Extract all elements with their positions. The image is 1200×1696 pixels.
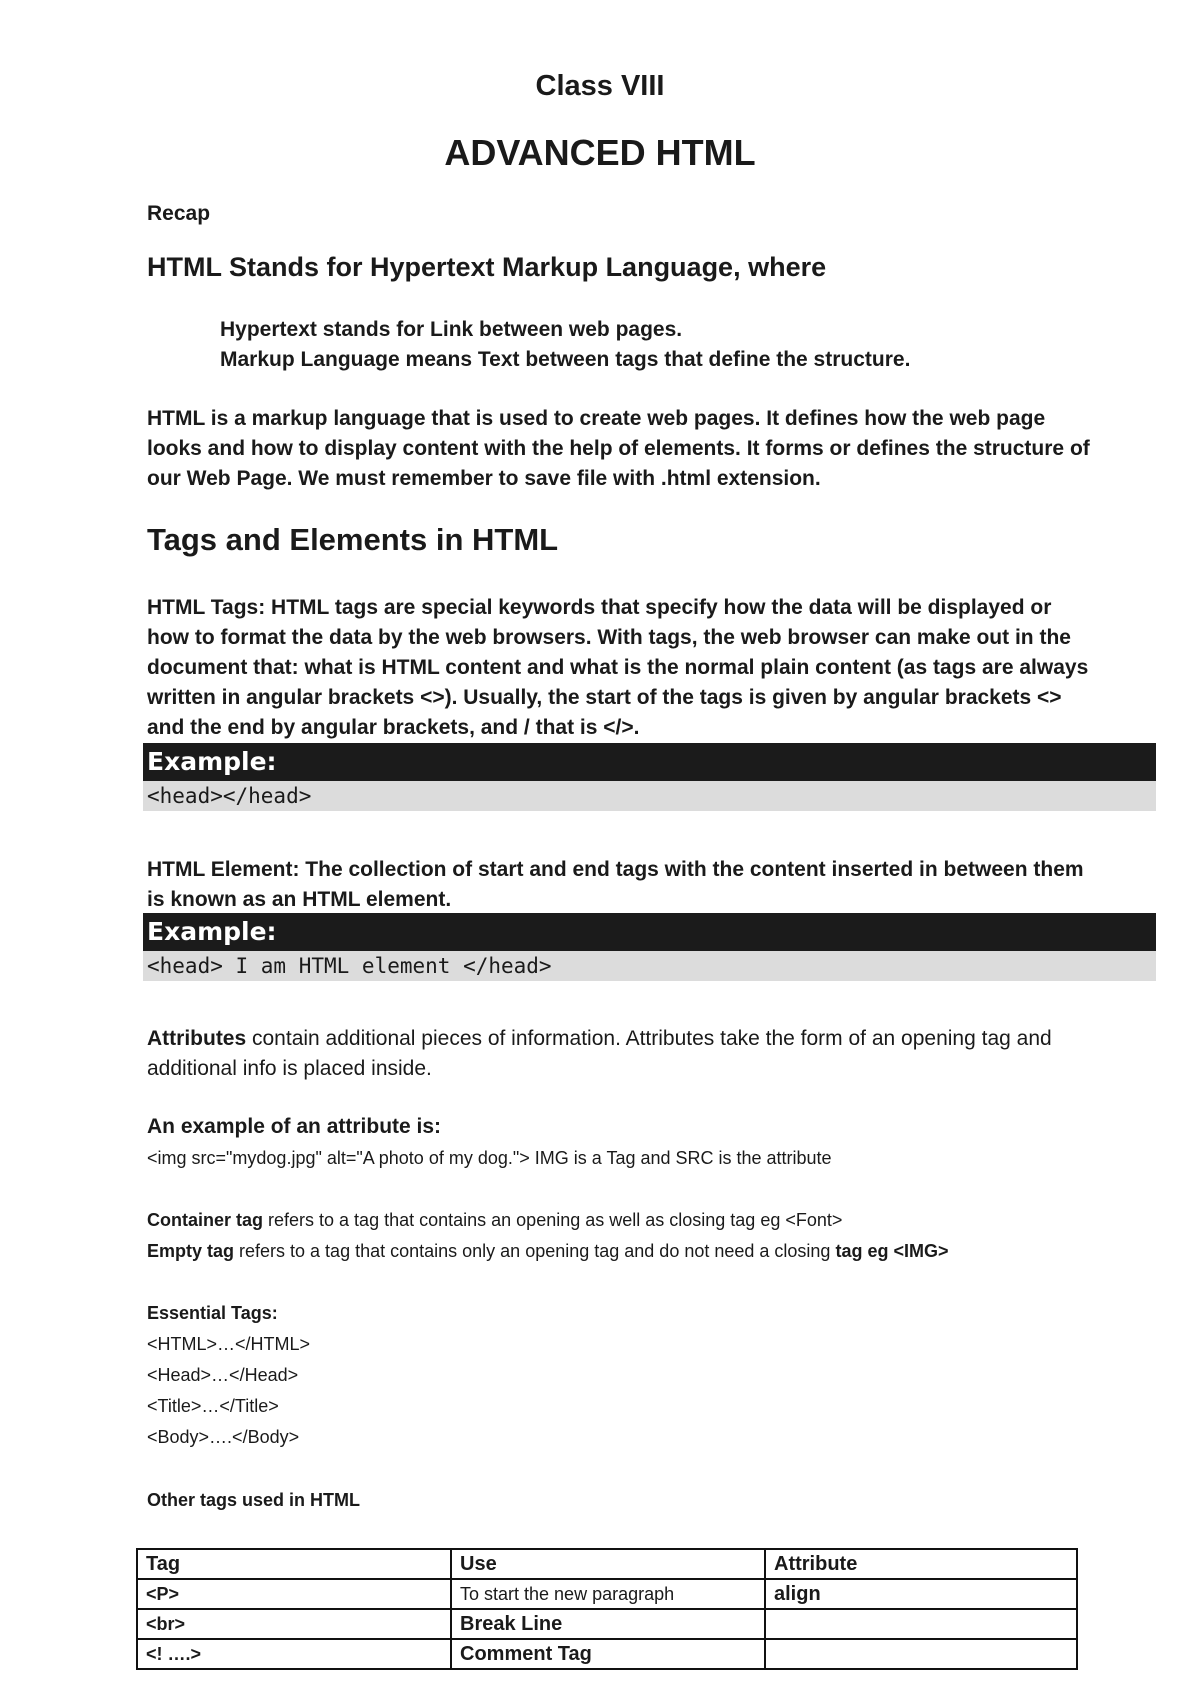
essential-tags-heading: Essential Tags: (147, 1303, 278, 1323)
table-cell (765, 1639, 1077, 1669)
container-tag-line (147, 1207, 1152, 1233)
html-description-line: looks and how to display content with the help of elements. It forms or defines the structure of (147, 437, 1090, 460)
html-tags-line: HTML Tags: HTML tags are special keywords that specify how the data will be displayed or (147, 596, 1052, 619)
example-code-2: <head> I am HTML element </head> (143, 951, 1156, 981)
table-row (137, 1609, 1077, 1639)
recap-label: Recap (147, 202, 211, 225)
example-code-1: <head></head> (143, 781, 1156, 811)
table-cell: Break Line (451, 1609, 765, 1639)
table-cell: <! ….> (137, 1639, 451, 1669)
recap-heading: HTML Stands for Hypertext Markup Language, where (147, 252, 827, 282)
table-cell: align (765, 1579, 1077, 1609)
table-cell: To start the new paragraph (451, 1579, 765, 1609)
empty-tag-term: Empty tag (147, 1241, 235, 1261)
attributes-line (147, 1024, 1152, 1054)
class-label: Class VIII (535, 70, 665, 102)
html-element-line: is known as an HTML element. (147, 888, 452, 911)
table-header-row (137, 1549, 1077, 1579)
html-tags-paragraph (147, 593, 1152, 743)
table-header-cell: Use (451, 1549, 765, 1579)
example-header-2: Example: (143, 913, 1156, 951)
attributes-line: additional info is placed inside. (147, 1057, 432, 1080)
empty-tag-tail: tag eg <IMG> (835, 1241, 949, 1261)
html-tags-line: how to format the data by the web browsers. With tags, the web browser can make out in the (147, 626, 1071, 649)
html-element-paragraph (147, 855, 1152, 915)
table-cell: <br> (137, 1609, 451, 1639)
html-element-line: HTML Element: The collection of start and end tags with the content inserted in between them (147, 858, 1084, 881)
empty-tag-rest: refers to a tag that contains only an opening tag and do not need a closing (234, 1241, 836, 1261)
table-header-cell: Tag (137, 1549, 451, 1579)
page-title: ADVANCED HTML (444, 132, 756, 173)
recap-point-hypertext: Hypertext stands for Link between web pages. (220, 318, 683, 341)
essential-tag-item: <Body>….</Body> (147, 1427, 300, 1447)
tags-section-heading: Tags and Elements in HTML (147, 522, 559, 557)
attribute-example-line: <img src="mydog.jpg" alt="A photo of my dog."> IMG is a Tag and SRC is the attribute (147, 1148, 832, 1168)
container-tag-rest: refers to a tag that contains an opening as well as closing tag eg <Font> (263, 1210, 843, 1230)
attributes-term: Attributes (147, 1027, 247, 1050)
attribute-example-heading: An example of an attribute is: (147, 1115, 442, 1138)
essential-tag-item: <Title>…</Title> (147, 1396, 279, 1416)
recap-point-markup: Markup Language means Text between tags that define the structure. (220, 348, 911, 371)
table-row (137, 1639, 1077, 1669)
html-description (147, 404, 1152, 494)
attributes-line1-rest: contain additional pieces of information. Attributes take the form of an opening tag and (246, 1027, 1052, 1050)
essential-tag-item: <Head>…</Head> (147, 1365, 299, 1385)
html-tags-line: document that: what is HTML content and what is the normal plain content (as tags are always (147, 656, 1089, 679)
html-description-line: our Web Page. We must remember to save file with .html extension. (147, 467, 821, 490)
table-cell (765, 1609, 1077, 1639)
html-description-line: HTML is a markup language that is used to create web pages. It defines how the web page (147, 407, 1046, 430)
table-cell: <P> (137, 1579, 451, 1609)
other-tags-table (136, 1548, 1078, 1670)
table-cell: Comment Tag (451, 1639, 765, 1669)
container-tag-term: Container tag (147, 1210, 264, 1230)
html-tags-line: written in angular brackets <>). Usually, the start of the tags is given by angular brackets <> (147, 686, 1062, 709)
attributes-paragraph (147, 1024, 1152, 1084)
html-tags-line: and the end by angular brackets, and / that is </>. (147, 716, 640, 739)
example-header-1: Example: (143, 743, 1156, 781)
empty-tag-line (147, 1238, 1152, 1264)
other-tags-heading: Other tags used in HTML (147, 1490, 361, 1510)
table-row (137, 1579, 1077, 1609)
essential-tag-item: <HTML>…</HTML> (147, 1334, 311, 1354)
table-header-cell: Attribute (765, 1549, 1077, 1579)
